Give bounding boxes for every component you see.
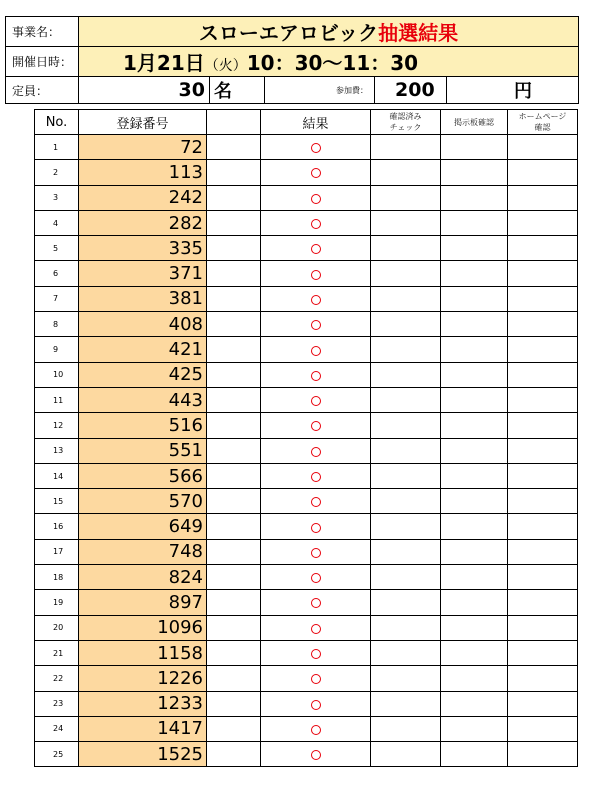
homepage-check-cell: [508, 312, 578, 337]
row-number: 11: [35, 387, 79, 412]
board-check-cell: [441, 413, 508, 438]
blank-cell: [207, 135, 261, 160]
board-check-cell: [441, 236, 508, 261]
registration-number: 748: [79, 539, 207, 564]
registration-number: 408: [79, 312, 207, 337]
checked-cell: [371, 135, 441, 160]
result-cell: [261, 539, 371, 564]
table-row: [35, 362, 578, 387]
pass-circle-icon: [311, 447, 321, 457]
homepage-check-cell: [508, 387, 578, 412]
board-check-cell: [441, 135, 508, 160]
table-row: [35, 590, 578, 615]
table-row: [35, 135, 578, 160]
pass-circle-icon: [311, 497, 321, 507]
table-row: [35, 514, 578, 539]
row-number: 2: [35, 160, 79, 185]
table-row: [35, 489, 578, 514]
registration-number: 897: [79, 590, 207, 615]
pass-circle-icon: [311, 219, 321, 229]
homepage-check-cell: [508, 666, 578, 691]
row-number: 4: [35, 210, 79, 235]
column-header-board: 掲示板確認: [441, 110, 508, 135]
board-check-cell: [441, 691, 508, 716]
blank-cell: [207, 590, 261, 615]
board-check-cell: [441, 438, 508, 463]
homepage-check-cell: [508, 463, 578, 488]
table-row: [35, 640, 578, 665]
blank-cell: [207, 413, 261, 438]
blank-cell: [207, 666, 261, 691]
registration-number: 425: [79, 362, 207, 387]
pass-circle-icon: [311, 143, 321, 153]
datetime-label: 開催日時：: [6, 47, 79, 77]
result-cell: [261, 387, 371, 412]
column-header-homepage: [508, 110, 578, 135]
result-cell: [261, 565, 371, 590]
result-cell: [261, 413, 371, 438]
event-title-result: 抽選結果: [378, 21, 459, 45]
checked-cell: [371, 489, 441, 514]
row-number: 17: [35, 539, 79, 564]
blank-cell: [207, 742, 261, 767]
table-row: [35, 438, 578, 463]
board-check-cell: [441, 312, 508, 337]
result-cell: [261, 337, 371, 362]
pass-circle-icon: [311, 700, 321, 710]
table-row: [35, 160, 578, 185]
pass-circle-icon: [311, 674, 321, 684]
column-header-checked-line2: チェック: [389, 123, 422, 132]
blank-cell: [207, 640, 261, 665]
homepage-check-cell: [508, 185, 578, 210]
fee-unit: 円: [447, 77, 579, 104]
registration-number: 371: [79, 261, 207, 286]
capacity-unit: 名: [210, 77, 265, 104]
result-cell: [261, 261, 371, 286]
event-weekday: 火: [218, 58, 233, 74]
pass-circle-icon: [311, 244, 321, 254]
column-header-blank: [207, 110, 261, 135]
checked-cell: [371, 387, 441, 412]
board-check-cell: [441, 489, 508, 514]
homepage-check-cell: [508, 716, 578, 741]
weekday-open: （: [204, 58, 219, 74]
pass-circle-icon: [311, 371, 321, 381]
row-number: 21: [35, 640, 79, 665]
blank-cell: [207, 362, 261, 387]
result-cell: [261, 463, 371, 488]
blank-cell: [207, 615, 261, 640]
pass-circle-icon: [311, 396, 321, 406]
board-check-cell: [441, 539, 508, 564]
result-cell: [261, 666, 371, 691]
homepage-check-cell: [508, 514, 578, 539]
blank-cell: [207, 160, 261, 185]
pass-circle-icon: [311, 320, 321, 330]
checked-cell: [371, 615, 441, 640]
result-cell: [261, 742, 371, 767]
blank-cell: [207, 463, 261, 488]
board-check-cell: [441, 742, 508, 767]
result-cell: [261, 438, 371, 463]
board-check-cell: [441, 640, 508, 665]
pass-circle-icon: [311, 346, 321, 356]
row-number: 8: [35, 312, 79, 337]
homepage-check-cell: [508, 210, 578, 235]
table-row: [35, 463, 578, 488]
pass-circle-icon: [311, 194, 321, 204]
homepage-check-cell: [508, 691, 578, 716]
row-number: 10: [35, 362, 79, 387]
row-number: 20: [35, 615, 79, 640]
event-header: [5, 16, 579, 104]
result-cell: [261, 489, 371, 514]
board-check-cell: [441, 716, 508, 741]
table-row: [35, 539, 578, 564]
checked-cell: [371, 539, 441, 564]
table-row: [35, 565, 578, 590]
board-check-cell: [441, 362, 508, 387]
registration-number: 443: [79, 387, 207, 412]
pass-circle-icon: [311, 725, 321, 735]
homepage-check-cell: [508, 438, 578, 463]
column-header-homepage-line1: ホームページ: [518, 112, 567, 121]
registration-number: 381: [79, 286, 207, 311]
weekday-close: ）: [232, 58, 247, 74]
board-check-cell: [441, 387, 508, 412]
row-number: 19: [35, 590, 79, 615]
pass-circle-icon: [311, 523, 321, 533]
registration-number: 242: [79, 185, 207, 210]
row-number: 23: [35, 691, 79, 716]
homepage-check-cell: [508, 362, 578, 387]
row-number: 5: [35, 236, 79, 261]
homepage-check-cell: [508, 135, 578, 160]
blank-cell: [207, 337, 261, 362]
pass-circle-icon: [311, 421, 321, 431]
homepage-check-cell: [508, 286, 578, 311]
blank-cell: [207, 438, 261, 463]
homepage-check-cell: [508, 565, 578, 590]
event-title: [79, 17, 579, 47]
registration-number: 516: [79, 413, 207, 438]
row-number: 7: [35, 286, 79, 311]
checked-cell: [371, 185, 441, 210]
row-number: 6: [35, 261, 79, 286]
homepage-check-cell: [508, 489, 578, 514]
checked-cell: [371, 236, 441, 261]
checked-cell: [371, 691, 441, 716]
checked-cell: [371, 666, 441, 691]
checked-cell: [371, 261, 441, 286]
registration-number: 1233: [79, 691, 207, 716]
checked-cell: [371, 640, 441, 665]
checked-cell: [371, 210, 441, 235]
homepage-check-cell: [508, 539, 578, 564]
blank-cell: [207, 286, 261, 311]
row-number: 14: [35, 463, 79, 488]
homepage-check-cell: [508, 337, 578, 362]
event-time: 10：30～11：30: [246, 51, 419, 75]
table-row: [35, 185, 578, 210]
result-cell: [261, 210, 371, 235]
event-title-main: スローエアロビック: [198, 21, 379, 45]
registration-number: 72: [79, 135, 207, 160]
table-row: [35, 742, 578, 767]
registration-number: 335: [79, 236, 207, 261]
checked-cell: [371, 742, 441, 767]
registration-number: 1525: [79, 742, 207, 767]
registration-number: 421: [79, 337, 207, 362]
row-number: 18: [35, 565, 79, 590]
blank-cell: [207, 691, 261, 716]
board-check-cell: [441, 514, 508, 539]
homepage-check-cell: [508, 160, 578, 185]
checked-cell: [371, 312, 441, 337]
blank-cell: [207, 236, 261, 261]
pass-circle-icon: [311, 573, 321, 583]
board-check-cell: [441, 565, 508, 590]
row-number: 13: [35, 438, 79, 463]
checked-cell: [371, 362, 441, 387]
board-check-cell: [441, 185, 508, 210]
registration-number: 1158: [79, 640, 207, 665]
result-cell: [261, 286, 371, 311]
event-name-label: 事業名：: [6, 17, 79, 47]
board-check-cell: [441, 210, 508, 235]
pass-circle-icon: [311, 649, 321, 659]
registration-number: 566: [79, 463, 207, 488]
column-header-homepage-line2: 確認: [534, 123, 551, 132]
pass-circle-icon: [311, 624, 321, 634]
lottery-results-table: [34, 109, 578, 767]
row-number: 22: [35, 666, 79, 691]
result-cell: [261, 185, 371, 210]
board-check-cell: [441, 666, 508, 691]
board-check-cell: [441, 261, 508, 286]
row-number: 1: [35, 135, 79, 160]
capacity-value: 30: [79, 77, 210, 104]
table-row: [35, 666, 578, 691]
homepage-check-cell: [508, 615, 578, 640]
checked-cell: [371, 160, 441, 185]
column-header-result: 結果: [261, 110, 371, 135]
table-header-row: [35, 110, 578, 135]
board-check-cell: [441, 463, 508, 488]
result-cell: [261, 236, 371, 261]
registration-number: 113: [79, 160, 207, 185]
event-datetime-row: [6, 47, 579, 77]
registration-number: 1226: [79, 666, 207, 691]
table-row: [35, 691, 578, 716]
result-cell: [261, 362, 371, 387]
board-check-cell: [441, 160, 508, 185]
column-header-no: No.: [35, 110, 79, 135]
registration-number: 282: [79, 210, 207, 235]
blank-cell: [207, 387, 261, 412]
blank-cell: [207, 514, 261, 539]
board-check-cell: [441, 286, 508, 311]
homepage-check-cell: [508, 640, 578, 665]
checked-cell: [371, 514, 441, 539]
result-cell: [261, 160, 371, 185]
table-row: [35, 337, 578, 362]
board-check-cell: [441, 590, 508, 615]
column-header-checked: [371, 110, 441, 135]
homepage-check-cell: [508, 413, 578, 438]
checked-cell: [371, 286, 441, 311]
capacity-label: 定員：: [6, 77, 79, 104]
blank-cell: [207, 185, 261, 210]
checked-cell: [371, 463, 441, 488]
board-check-cell: [441, 615, 508, 640]
row-number: 3: [35, 185, 79, 210]
table-row: [35, 615, 578, 640]
blank-cell: [207, 261, 261, 286]
result-cell: [261, 615, 371, 640]
pass-circle-icon: [311, 295, 321, 305]
pass-circle-icon: [311, 548, 321, 558]
homepage-check-cell: [508, 261, 578, 286]
result-cell: [261, 312, 371, 337]
result-cell: [261, 514, 371, 539]
event-name-row: [6, 17, 579, 47]
result-cell: [261, 135, 371, 160]
row-number: 9: [35, 337, 79, 362]
board-check-cell: [441, 337, 508, 362]
blank-cell: [207, 565, 261, 590]
checked-cell: [371, 337, 441, 362]
fee-value: 200: [375, 77, 447, 104]
table-row: [35, 312, 578, 337]
event-date: 1月21日: [123, 51, 205, 75]
row-number: 16: [35, 514, 79, 539]
blank-cell: [207, 210, 261, 235]
blank-cell: [207, 716, 261, 741]
event-datetime: [79, 47, 579, 77]
table-row: [35, 387, 578, 412]
registration-number: 570: [79, 489, 207, 514]
pass-circle-icon: [311, 598, 321, 608]
checked-cell: [371, 716, 441, 741]
checked-cell: [371, 590, 441, 615]
row-number: 12: [35, 413, 79, 438]
pass-circle-icon: [311, 750, 321, 760]
result-cell: [261, 590, 371, 615]
checked-cell: [371, 413, 441, 438]
registration-number: 1096: [79, 615, 207, 640]
registration-number: 649: [79, 514, 207, 539]
table-row: [35, 210, 578, 235]
blank-cell: [207, 312, 261, 337]
checked-cell: [371, 565, 441, 590]
registration-number: 551: [79, 438, 207, 463]
column-header-checked-line1: 確認済み: [389, 112, 422, 121]
event-capacity-row: [6, 77, 579, 104]
pass-circle-icon: [311, 168, 321, 178]
column-header-registration: 登録番号: [79, 110, 207, 135]
result-cell: [261, 716, 371, 741]
homepage-check-cell: [508, 236, 578, 261]
table-row: [35, 261, 578, 286]
result-cell: [261, 640, 371, 665]
pass-circle-icon: [311, 472, 321, 482]
registration-number: 824: [79, 565, 207, 590]
table-row: [35, 236, 578, 261]
homepage-check-cell: [508, 742, 578, 767]
row-number: 15: [35, 489, 79, 514]
homepage-check-cell: [508, 590, 578, 615]
row-number: 24: [35, 716, 79, 741]
checked-cell: [371, 438, 441, 463]
result-cell: [261, 691, 371, 716]
fee-label: 参加費：: [265, 77, 375, 104]
table-row: [35, 286, 578, 311]
table-row: [35, 413, 578, 438]
blank-cell: [207, 489, 261, 514]
pass-circle-icon: [311, 270, 321, 280]
registration-number: 1417: [79, 716, 207, 741]
table-row: [35, 716, 578, 741]
blank-cell: [207, 539, 261, 564]
row-number: 25: [35, 742, 79, 767]
